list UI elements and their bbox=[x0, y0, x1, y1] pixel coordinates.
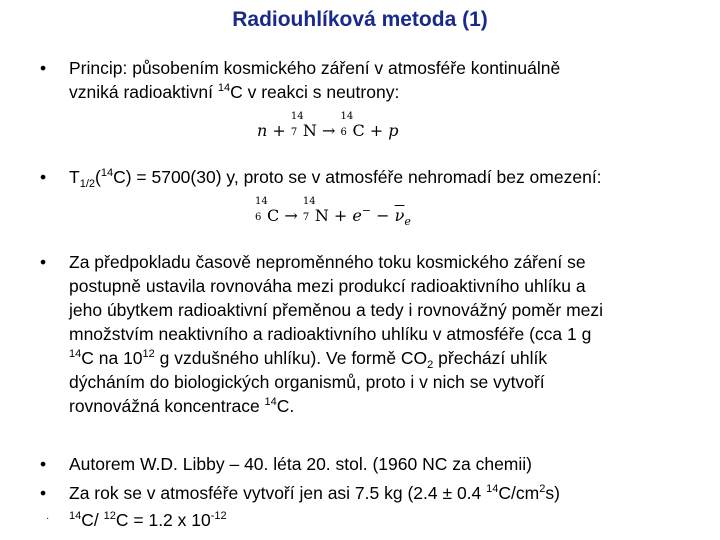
bullet-marker: • bbox=[40, 483, 47, 503]
slide-title: Radiouhlíková metoda (1) bbox=[232, 8, 488, 31]
bullet-marker: • bbox=[40, 454, 47, 474]
bullet-line: vzniká radioaktivní $^{14}$C v reakci s neutrony: bbox=[69, 82, 400, 102]
nuclide-c14: 14 6 C bbox=[340, 111, 365, 140]
bullet-text: $^{14}$C/ $^{12}$C = 1.2 x $10^{-12}$ bbox=[69, 510, 227, 530]
bullet-text bbox=[69, 250, 676, 418]
bullet-line: Princip: působením kosmického záření v atmosféře kontinuálně bbox=[69, 58, 561, 78]
bullet-text: $T_{1/2}(^{14}C) = 5700(30)$ y, proto se v atmosféře nehromadí bez omezení: bbox=[69, 167, 602, 190]
reaction-equation-decay: 14 6 C → 14 7 $N + e^- - \overline{\nu}_e$ bbox=[255, 196, 411, 228]
bullet-text: Za rok se v atmosféře vytvoří jen asi 7.5 kg (2.4 ± 0.4 $^{14}C/cm^2s$) bbox=[69, 483, 560, 503]
nuclide-n14: 14 7 N bbox=[290, 111, 317, 140]
bullet-line: postupně ustavila rovnováha mezi produkcí radioaktivního uhlíku a bbox=[69, 276, 586, 296]
nuclide-n14: 14 7 N bbox=[302, 196, 329, 225]
bullet-line: jeho úbytkem radioaktivní přeměnou a tedy i rovnovážný poměr mezi bbox=[69, 300, 604, 320]
bullet-line: Za předpokladu časově neproměnného toku kosmického záření se bbox=[69, 252, 586, 272]
reaction-equation-production: n + 14 7 N → 14 6 C + p bbox=[257, 111, 399, 140]
bullet-line: množstvím neaktivního a radioaktivního uhlíku v atmosféře (cca 1 g bbox=[69, 324, 592, 344]
bullet-marker: • bbox=[40, 252, 47, 272]
bullet-text bbox=[69, 56, 676, 104]
bullet-marker: • bbox=[40, 58, 47, 78]
bullet-line: $^{14}$C na $10^{12}$ g vzdušného uhlíku). Ve formě $CO_2$ přechází uhlík bbox=[69, 348, 548, 371]
bullet-marker-small: · bbox=[46, 513, 50, 524]
bullet-line: dýcháním do biologických organismů, proto i v nich se vytvoří bbox=[69, 372, 545, 392]
bullet-text: Autorem W.D. Libby – 40. léta 20. stol. (1960 NC za chemii) bbox=[69, 454, 532, 474]
nuclide-c14: 14 6 C bbox=[255, 196, 280, 225]
bullet-marker: • bbox=[40, 167, 47, 187]
bullet-line: rovnovážná koncentrace $^{14}$C. bbox=[69, 396, 295, 416]
